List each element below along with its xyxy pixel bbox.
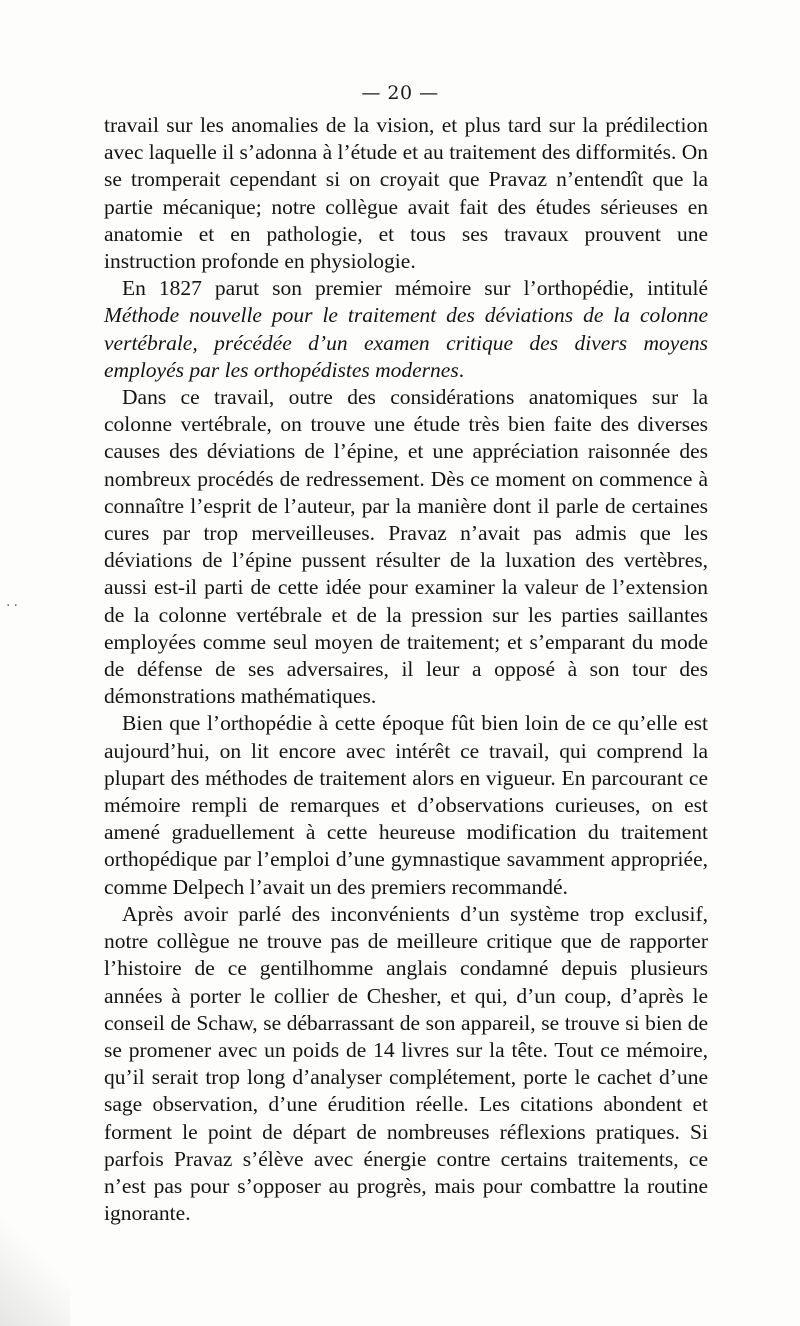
paragraph-5: Après avoir parlé des inconvénients d’un système trop exclusif, notre collègue ne trouve pas de meilleure critique que de rapporter l’histoire de ce gentilhomme anglais condamné depuis plusieurs années à porter le collier de Chesher, et qui, d’un coup, d’après le conseil de Schaw, se débarrassant de son appareil, se trouve si bien de se promener avec un poids de 14 livres sur la tête. Tout ce mémoire, qu’il serait trop long d’analyser complétement, porte le cachet d’une sage observation, d’une érudition réelle. Les citations abondent et forment le point de départ de nombreuses réflexions pratiques. Si parfois Pravaz s’élève avec énergie contre certains traitements, ce n’est pas pour s’opposer au progrès, mais pour combattre la routine ignorante.	[104, 901, 708, 1226]
page-edge-shadow	[0, 1206, 70, 1326]
body-text	[104, 112, 708, 1227]
paragraph-2	[104, 275, 708, 384]
page-number: — 20 —	[361, 82, 439, 104]
paragraph-1: travail sur les anomalies de la vision, et plus tard sur la prédilection avec laquelle il s’adonna à l’étude et au traitement des difformités. On se tromperait cependant si on croyait que Pravaz n’entendît que la partie mécanique; notre collègue avait fait des études sérieuses en anatomie et en pathologie, et tous ses travaux prouvent une instruction profonde en physiologie.	[104, 113, 708, 274]
memoir-title: Méthode nouvelle pour le traitement des déviations de la colonne vertébrale, précédée d’un examen critique des divers moyens employés par les orthopédistes modernes	[104, 303, 708, 382]
margin-dots: ··	[6, 598, 21, 614]
paragraph-2-lead: En 1827 parut son premier mémoire sur l’orthopédie, intitulé	[122, 276, 708, 301]
paragraph-4: Bien que l’orthopédie à cette époque fût bien loin de ce qu’elle est aujourd’hui, on lit encore avec intérêt ce travail, qui comprend la plupart des méthodes de traitement alors en vigueur. En parcourant ce mémoire rempli de remarques et d’observations curieuses, on est amené graduellement à cette heureuse modification du traitement orthopédique par l’emploi d’une gymnastique savamment appropriée, comme Delpech l’avait un des premiers recommandé.	[104, 711, 708, 899]
paragraph-3: Dans ce travail, outre des considérations anatomiques sur la colonne vertébrale, on trouve une étude très bien faite des diverses causes des déviations de l’épine, et une appréciation raisonnée des nombreux procédés de redressement. Dès ce moment on commence à connaître l’esprit de l’auteur, par la manière dont il parle de certaines cures par trop merveilleuses. Pravaz n’avait pas admis que les déviations de l’épine pussent résulter de la luxation des vertèbres, aussi est-il parti de cette idée pour examiner la valeur de l’extension de la colonne vertébrale et de la pression sur les parties saillantes employées comme seul moyen de traitement; et s’emparant du mode de défense de ses adversaires, il leur a opposé à son tour des démonstrations mathématiques.	[104, 385, 708, 709]
paragraph-2-end: .	[458, 357, 465, 382]
